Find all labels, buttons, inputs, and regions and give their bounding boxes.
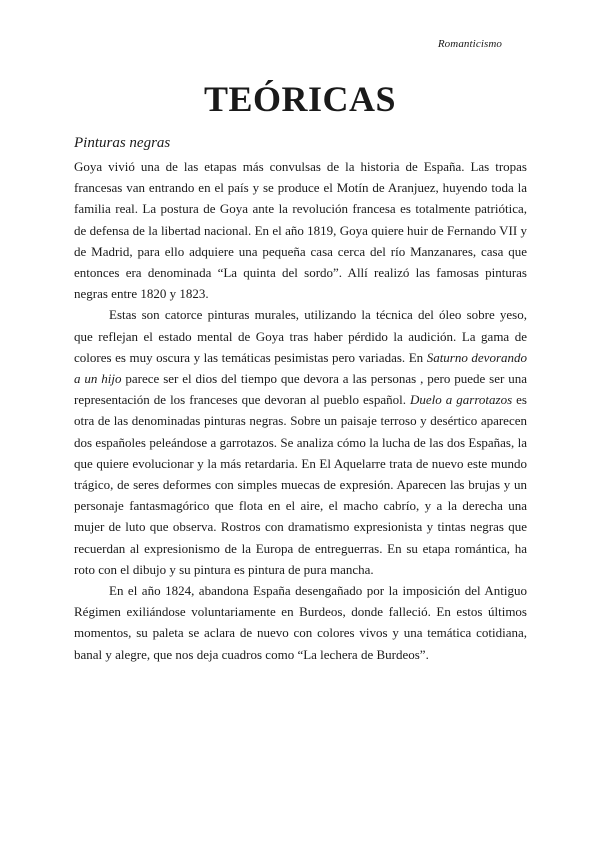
paragraph-1: Goya vivió una de las etapas más convulsas de la historia de España. Las tropas francesas van entrando en el país y se produce el Motín de Aranjuez, huyendo toda la familia real. La postura de Goya ante la revolución francesa es totalmente patriótica, de defensa de la libertad nacional. En el año 1819, Goya quiere huir de Fernando VII y de Madrid, para ello adquiere una pequeña casa cerca del río Manzanares, casa que entonces era denominada “La quinta del sordo”. Allí realizó las famosas pinturas negras entre 1820 y 1823. (74, 159, 527, 302)
running-header: Romanticismo (437, 38, 502, 50)
paragraph-2 (74, 304, 527, 580)
section-heading: Pinturas negras (74, 135, 171, 151)
body-text (74, 156, 527, 665)
page-title: TEÓRICAS (203, 79, 397, 119)
paragraph-2-text-c: es otra de las denominadas pinturas negras. Sobre un paisaje terroso y desértico aparecen dos españoles peleándose a garrotazos. Se analiza cómo la lucha de las dos Españas, la que quiere evolucionar y la más retardaria. En El Aquelarre trata de nuevo este mundo trágico, de seres deformes con simples muecas de expresión. Aparecen las brujas y un personaje fantasmagórico que flota en el aire, el macho cabrío, y a la derecha una mujer de luto que observa. Rostros con dramatismo expresionista y tintas negras que recuerdan al expresionismo de la Europa de entreguerras. En su etapa romántica, ha roto con el dibujo y su pintura es pintura de pura mancha. (74, 392, 527, 577)
artwork-title-duelo: Duelo a garrotazos (410, 392, 513, 408)
paragraph-2-text-b: parece ser el dios del tiempo que devora a las personas , pero puede ser una representación de los franceses que devoran al pueblo español. (74, 371, 528, 408)
paragraph-3: En el año 1824, abandona España desengañado por la imposición del Antiguo Régimen exiliándose voluntariamente en Burdeos, donde falleció. En estos últimos momentos, su paleta se aclara de nuevo con colores vivos y una temática cotidiana, banal y alegre, que nos deja cuadros como “La lechera de Burdeos”. (74, 583, 527, 662)
paragraph-2-text-a: Estas son catorce pinturas murales, utilizando la técnica del óleo sobre yeso, que reflejan el estado mental de Goya tras haber pérdido la audición. La gama de colores es muy oscura y las temáticas pesimistas pero variadas. En (74, 307, 527, 365)
artwork-title-saturno: Saturno devorando a un hijo (74, 349, 528, 387)
